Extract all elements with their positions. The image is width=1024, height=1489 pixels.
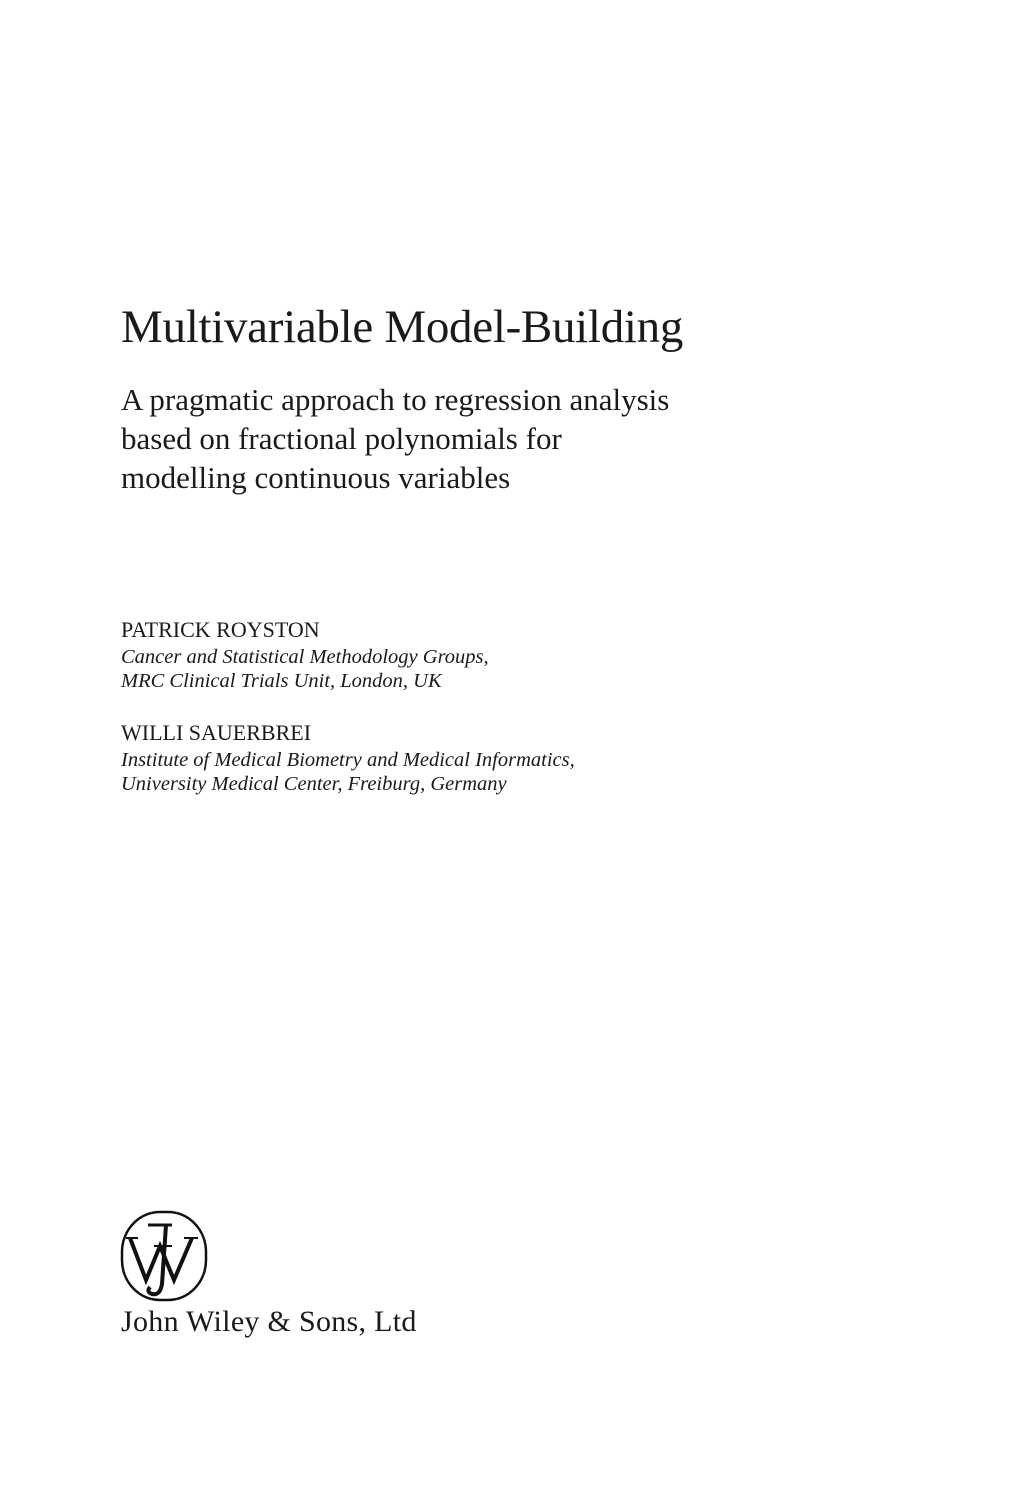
author-affiliation: Institute of Medical Biometry and Medical Informatics, xyxy=(121,749,575,771)
author-name: PATRICK ROYSTON xyxy=(121,617,320,642)
book-title: Multivariable Model-Building xyxy=(121,301,684,353)
subtitle-line: A pragmatic approach to regression analysis xyxy=(121,382,670,417)
author-affiliation: MRC Clinical Trials Unit, London, UK xyxy=(121,670,442,692)
author-block xyxy=(121,617,489,693)
author-affiliation: University Medical Center, Freiburg, Germany xyxy=(121,773,507,795)
author-affiliation: Cancer and Statistical Methodology Groups, xyxy=(121,646,489,668)
wiley-logo-icon xyxy=(120,1210,208,1302)
author-name: WILLI SAUERBREI xyxy=(121,720,312,745)
author-block xyxy=(121,720,575,796)
publisher-name: John Wiley & Sons, Ltd xyxy=(121,1305,417,1338)
subtitle-line: based on fractional polynomials for xyxy=(121,421,562,456)
book-subtitle xyxy=(121,380,669,497)
subtitle-line: modelling continuous variables xyxy=(121,460,511,495)
